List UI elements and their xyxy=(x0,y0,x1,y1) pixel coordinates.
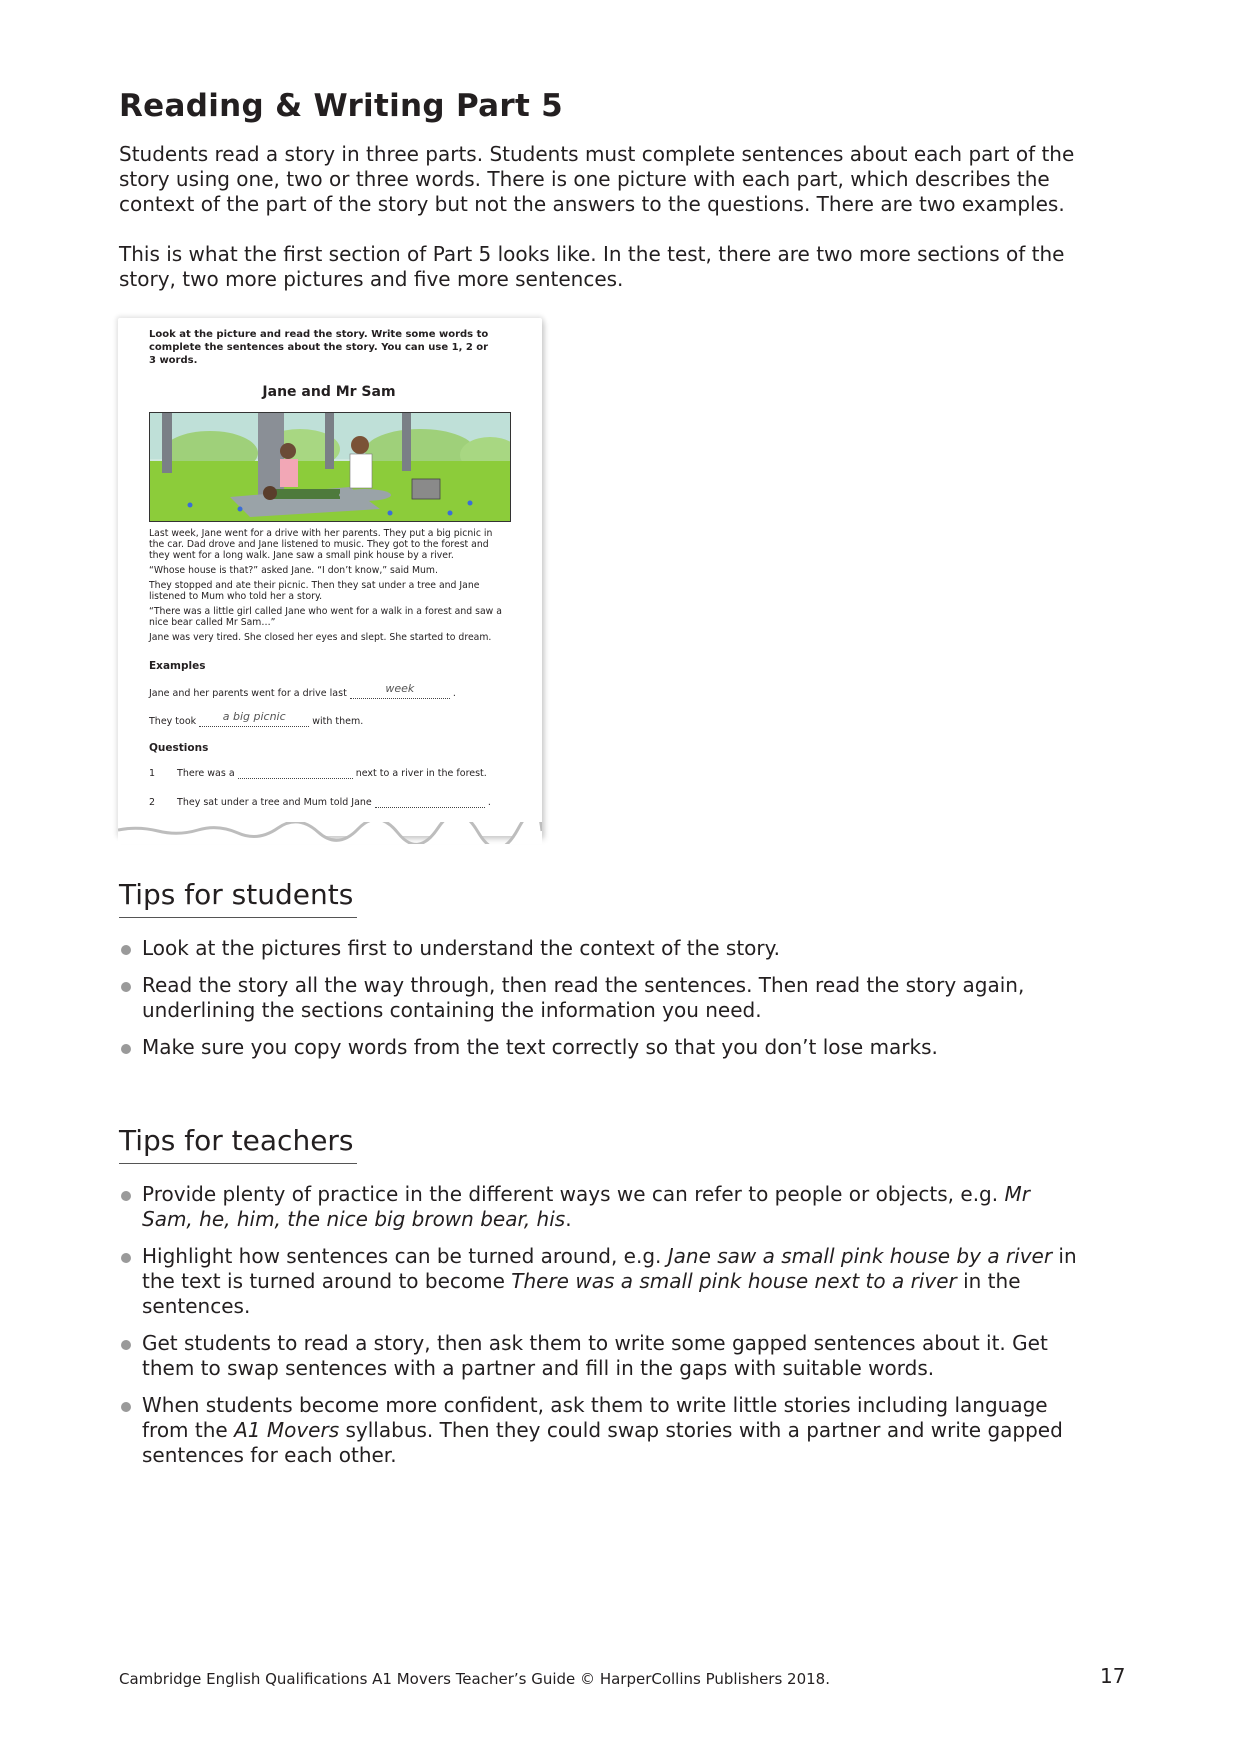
example-1-answer: week xyxy=(385,682,415,695)
intro-paragraph: Students read a story in three parts. Students must complete sentences about each part of the story using one, two or three words. There is one picture with each part, which describes the context of the part of the story but not the answers to the questions. There are two examples. xyxy=(119,142,1075,216)
bullet-icon xyxy=(121,1191,131,1201)
question-2-gap xyxy=(375,797,485,808)
footer-copyright: Cambridge English Qualifications A1 Movers Teacher’s Guide © HarperCollins Publishers 2018. xyxy=(119,1670,830,1688)
page-number: 17 xyxy=(1100,1664,1126,1688)
exam-instruction: Look at the picture and read the story. Write some words to complete the sentences about the story. You can use 1, 2 or 3 words. xyxy=(149,329,489,366)
section-note-paragraph: This is what the first section of Part 5 looks like. In the test, there are two more sections of the story, two more pictures and five more sentences. xyxy=(119,242,1065,291)
tip-text: Make sure you copy words from the text correctly so that you don’t lose marks. xyxy=(142,1035,938,1059)
exam-excerpt-card xyxy=(118,318,542,836)
tip-text-2d: There was a small pink house next to a river xyxy=(511,1269,957,1293)
story-paragraph-5: Jane was very tired. She closed her eyes and slept. She started to dream. xyxy=(149,632,492,643)
tip-text: Look at the pictures first to understand the context of the story. xyxy=(142,936,780,960)
tip-text-3: Get students to read a story, then ask them to write some gapped sentences about it. Get them to swap sentences with a partner and fill in the gaps with suitable words. xyxy=(142,1331,1048,1380)
bullet-icon xyxy=(121,1044,131,1054)
example-2 xyxy=(149,710,364,727)
questions-label: Questions xyxy=(149,742,209,754)
tips-students-heading: Tips for students xyxy=(119,878,357,918)
picnic-illustration xyxy=(149,412,511,522)
bullet-icon xyxy=(121,1253,131,1263)
bullet-icon xyxy=(121,945,131,955)
tip-text-2a: Highlight how sentences can be turned around, e.g. xyxy=(142,1244,668,1268)
example-2-end: with them. xyxy=(312,716,364,727)
example-1 xyxy=(149,682,456,699)
torn-edge xyxy=(118,822,542,844)
tip-text-2e: in the sentences. xyxy=(142,1269,1021,1318)
tip-text-2b: Jane saw a small pink house by a river xyxy=(667,1244,1053,1268)
examples-label: Examples xyxy=(149,660,206,672)
tips-teachers-heading: Tips for teachers xyxy=(119,1124,357,1164)
list-item xyxy=(119,1331,1079,1381)
tips-students-list xyxy=(119,936,1079,1072)
example-2-gap xyxy=(199,710,309,727)
question-1-number: 1 xyxy=(149,768,156,779)
question-1-text: There was a xyxy=(177,768,235,779)
example-1-gap xyxy=(350,682,450,699)
list-item xyxy=(119,1244,1079,1319)
bullet-icon xyxy=(121,1402,131,1412)
question-1 xyxy=(149,768,487,779)
page-title: Reading & Writing Part 5 xyxy=(119,88,564,124)
bullet-icon xyxy=(121,982,131,992)
example-1-end: . xyxy=(452,688,456,699)
story-text xyxy=(149,528,509,647)
example-1-text: Jane and her parents went for a drive last xyxy=(149,688,347,699)
story-paragraph-2: “Whose house is that?” asked Jane. “I don’t know,” said Mum. xyxy=(149,565,438,576)
story-title: Jane and Mr Sam xyxy=(262,384,396,400)
list-item xyxy=(119,1393,1079,1468)
question-2-text: They sat under a tree and Mum told Jane xyxy=(177,797,372,808)
question-1-end: next to a river in the forest. xyxy=(355,768,487,779)
tip-text-1c: . xyxy=(565,1207,572,1231)
story-paragraph-1: Last week, Jane went for a drive with her parents. They put a big picnic in the car. Dad drove and Jane listened to music. They got to the forest and they went for a long walk. Jane saw a small pink house by a river. xyxy=(149,528,493,561)
story-paragraph-4: “There was a little girl called Jane who went for a walk in a forest and saw a nice bear called Mr Sam…” xyxy=(149,606,502,628)
tip-text-1a: Provide plenty of practice in the different ways we can refer to people or objects, e.g. xyxy=(142,1182,1005,1206)
list-item xyxy=(119,1182,1079,1232)
list-item xyxy=(119,973,1079,1023)
question-2 xyxy=(149,797,491,808)
question-2-number: 2 xyxy=(149,797,156,808)
example-2-answer: a big picnic xyxy=(222,710,286,723)
question-2-end: . xyxy=(487,797,491,808)
tips-teachers-list xyxy=(119,1182,1079,1480)
tip-text: Read the story all the way through, then read the sentences. Then read the story again, underlining the sections containing the information you need. xyxy=(142,973,1025,1022)
question-1-gap xyxy=(238,768,353,779)
tip-text-2c: in the text is turned around to become xyxy=(142,1244,1077,1293)
tip-text-4c: syllabus. Then they could swap stories with a partner and write gapped sentences for each other. xyxy=(142,1418,1063,1467)
list-item xyxy=(119,1035,1079,1060)
list-item xyxy=(119,936,1079,961)
tip-text-1b: Mr Sam, he, him, the nice big brown bear, his xyxy=(142,1182,1030,1231)
example-2-text: They took xyxy=(149,716,197,727)
story-paragraph-3: They stopped and ate their picnic. Then they sat under a tree and Jane listened to Mum who told her a story. xyxy=(149,580,480,602)
bullet-icon xyxy=(121,1340,131,1350)
tip-text-4a: When students become more confident, ask them to write little stories including language from the xyxy=(142,1393,1048,1442)
tip-text-4b: A1 Movers xyxy=(234,1418,340,1442)
